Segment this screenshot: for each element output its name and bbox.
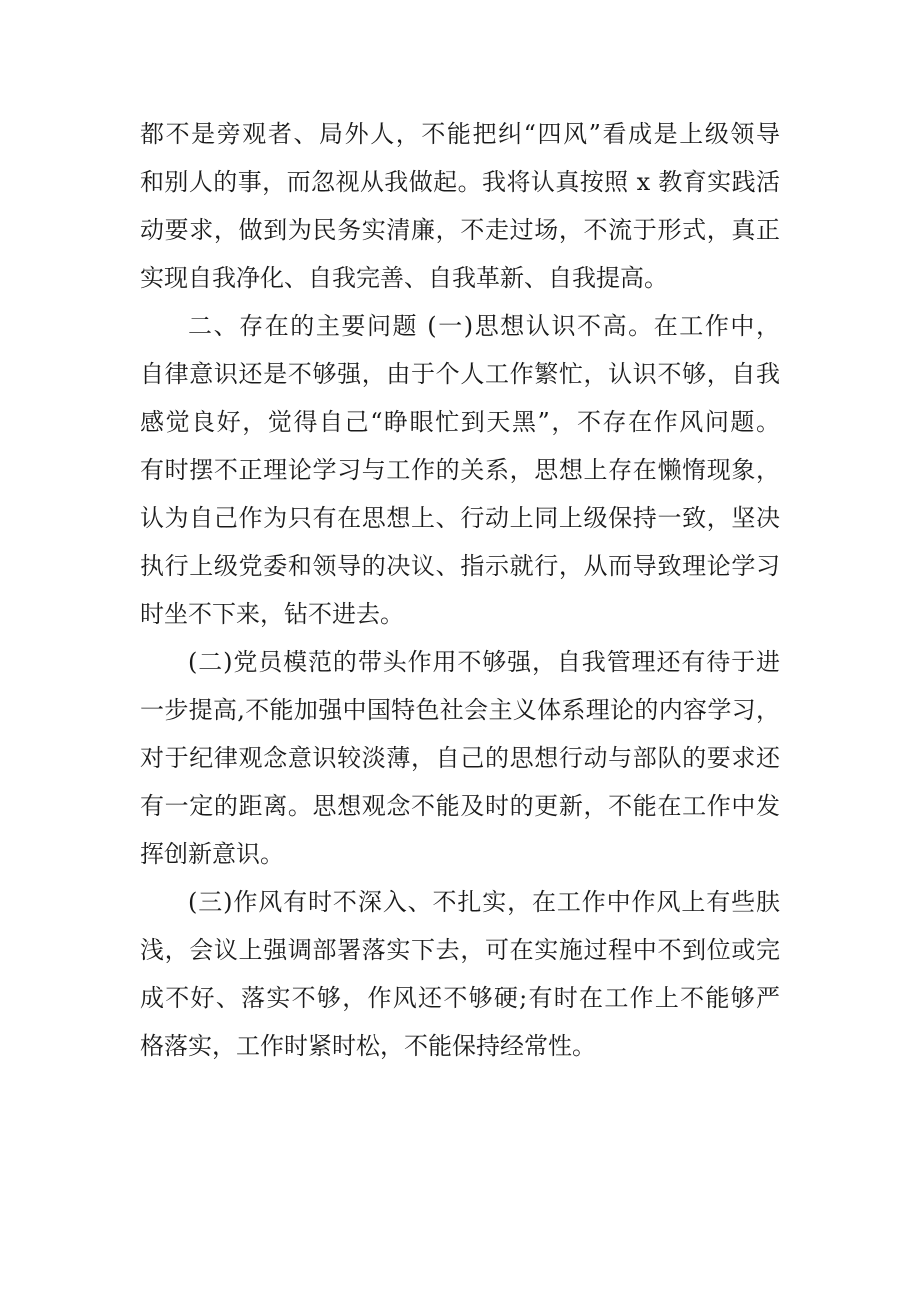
- document-body: [140, 110, 780, 1070]
- paragraph-line: 有一定的距离。思想观念不能及时的更新，不能在工作中发: [140, 792, 780, 820]
- paragraph-line: 二、存在的主要问题 (一)思想认识不高。在工作中，: [188, 312, 780, 340]
- paragraph-4: [140, 878, 780, 1070]
- paragraph-line: (三)作风有时不深入、不扎实，在工作中作风上有些肤: [188, 888, 780, 916]
- paragraph-line: 一步提高,不能加强中国特色社会主义体系理论的内容学习，: [140, 696, 780, 724]
- paragraph-line: 对于纪律观念意识较淡薄，自己的思想行动与部队的要求还: [140, 744, 780, 772]
- paragraph-line: 自律意识还是不够强，由于个人工作繁忙，认识不够，自我: [140, 360, 780, 388]
- paragraph-line: 格落实，工作时紧时松，不能保持经常性。: [140, 1032, 596, 1060]
- paragraph-line: 时坐不下来，钻不进去。: [140, 600, 404, 628]
- paragraph-line: 认为自己作为只有在思想上、行动上同上级保持一致，坚决: [140, 504, 780, 532]
- paragraph-1: [140, 110, 780, 302]
- paragraph-line: 都不是旁观者、局外人，不能把纠“四风”看成是上级领导: [140, 120, 780, 148]
- paragraph-line: 和别人的事，而忽视从我做起。我将认真按照 x 教育实践活: [140, 168, 780, 196]
- paragraph-line: 动要求，做到为民务实清廉，不走过场，不流于形式，真正: [140, 216, 780, 244]
- paragraph-line: 实现自我净化、自我完善、自我革新、自我提高。: [140, 264, 668, 292]
- paragraph-line: 执行上级党委和领导的决议、指示就行，从而导致理论学习: [140, 552, 780, 580]
- paragraph-line: (二)党员模范的带头作用不够强，自我管理还有待于进: [188, 648, 780, 676]
- paragraph-line: 挥创新意识。: [140, 840, 284, 868]
- paragraph-3: [140, 638, 780, 878]
- paragraph-line: 成不好、落实不够，作风还不够硬;有时在工作上不能够严: [140, 984, 780, 1012]
- paragraph-line: 有时摆不正理论学习与工作的关系，思想上存在懒惰现象，: [140, 456, 780, 484]
- paragraph-line: 浅，会议上强调部署落实下去，可在实施过程中不到位或完: [140, 936, 780, 964]
- paragraph-line: 感觉良好，觉得自己“睁眼忙到天黑”，不存在作风问题。: [140, 408, 780, 436]
- paragraph-2: [140, 302, 780, 638]
